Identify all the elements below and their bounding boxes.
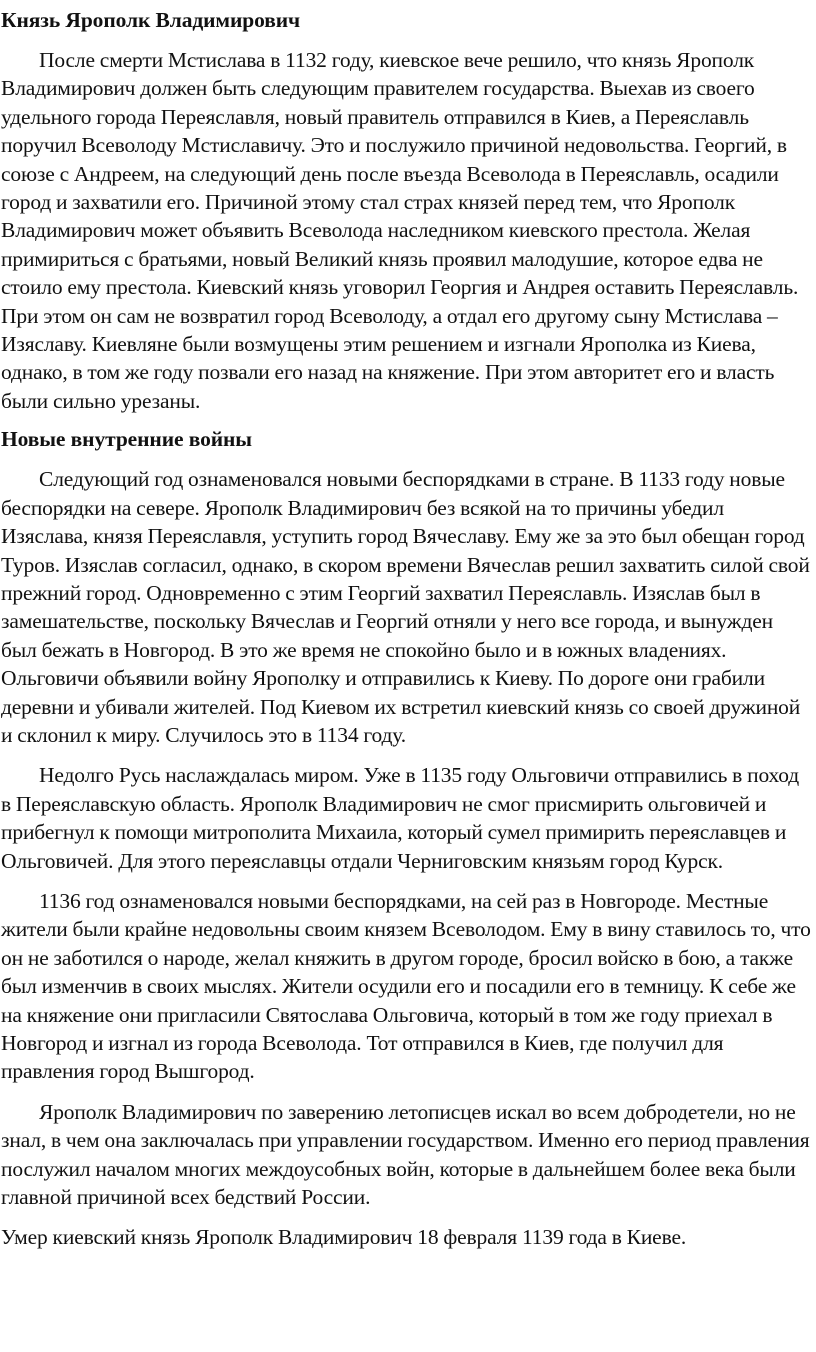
section-title-block xyxy=(1,423,812,455)
body-paragraph: 1136 год ознаменовался новыми беспорядками, на сей раз в Новгороде. Местные жители были крайне недовольны своим князем Всеволодом. Ему в вину ставилось то, что он не заботился о народе, желал княжить в другом городе, бросил войско в бою, а также был изменчив в своих мыслях. Жители осудили его и посадили его в темницу. К себе же на княжение они пригласили Святослава Ольговича, который в том же году приехал в Новгород и изгнал из города Всеволода. Тот отправился в Киев, где получил для правления город Вышгород. xyxy=(1,888,811,1084)
closing-line: Умер киевский князь Ярополк Владимирович 18 февраля 1139 года в Киеве. xyxy=(1,1225,687,1250)
body-paragraph: Следующий год ознаменовался новыми беспорядками в стране. В 1133 году новые беспорядки на севере. Ярополк Владимирович без всякой на то причины убедил Изяслава, князя Переяславля, уступить город Вячеславу. Ему же за это был обещан город Туров. Изяслав согласил, однако, в скором времени Вячеслав решил захватить силой свой прежний город. Одновременно с этим Георгий захватил Переяславль. Изяслав был в замешательстве, поскольку Вячеслав и Георгий отняли у него все города, и вынужден был бежать в Новгород. В это же время не спокойно было и в южных владениях. Ольговичи объявили войну Ярополку и отправились к Киеву. По дороге они грабили деревни и убивали жителей. Под Киевом их встретил киевский князь со своей дружиной и склонил к миру. Случилось это в 1134 году. xyxy=(1,467,810,747)
intro-paragraph: После смерти Мстислава в 1132 году, киевское вече решило, что князь Ярополк Владимирович должен быть следующим правителем государства. Выехав из своего удельного города Переяславля, новый правитель отправился в Киев, а Переяславль поручил Всеволоду Мстиславичу. Это и послужило причиной недовольства. Георгий, в союзе с Андреем, на следующий день после въезда Всеволода в Переяславль, осадили город и захватили его. Причиной этому стал страх князей перед тем, что Ярополк Владимирович может объявить Всеволода наследником киевского престола. Желая примириться с братьями, новый Великий князь проявил малодушие, которое едва не стоило ему престола. Киевский князь уговорил Георгия и Андрея оставить Переяславль. При этом он сам не возвратил город Всеволоду, а отдал его другому сыну Мстислава – Изяславу. Киевляне были возмущены этим решением и изгнали Ярополка из Киева, однако, в том же году позвали его назад на княжение. При этом авторитет его и власть были сильно урезаны. xyxy=(1,48,799,413)
section-title: Новые внутренние войны xyxy=(1,427,252,452)
document-title-block xyxy=(1,4,812,36)
body-paragraph: Недолго Русь наслаждалась миром. Уже в 1135 году Ольговичи отправились в поход в Переяславскую область. Ярополк Владимирович не смог присмирить ольговичей и прибегнул к помощи митрополита Михаила, который сумел примирить переяславцев и Ольговичей. Для этого переяславцы отдали Черниговским князьям город Курск. xyxy=(1,763,800,873)
document-title: Князь Ярополк Владимирович xyxy=(1,8,301,32)
body-paragraph: Ярополк Владимирович по заверению летописцев искал во всем добродетели, но не знал, в чем она заключалась при управлении государством. Именно его период правления послужил началом многих междоусобных войн, которые в дальнейшем более века были главной причиной всех бедствий России. xyxy=(1,1099,810,1210)
